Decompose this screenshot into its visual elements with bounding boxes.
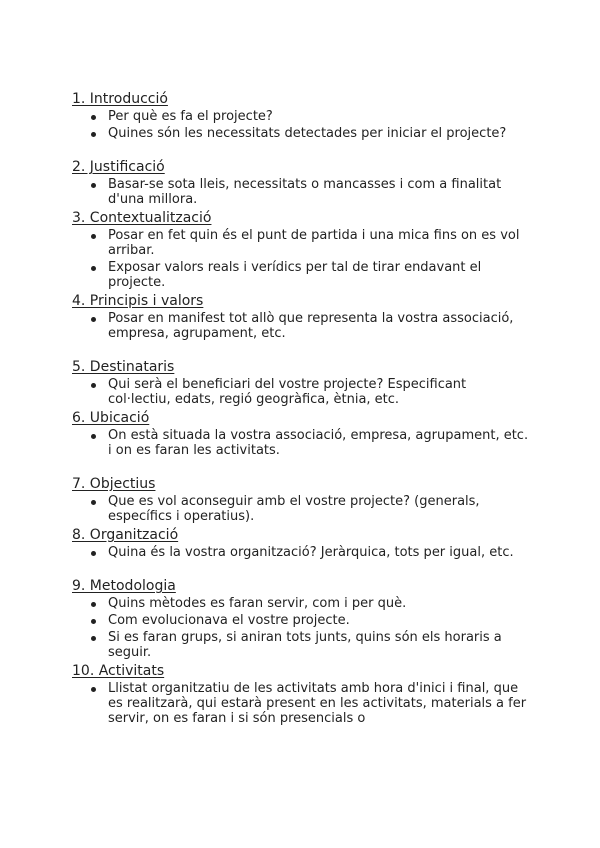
list-item-text: Per què es fa el projecte? [108,109,273,124]
list-item [108,311,532,341]
bullet-list [72,545,532,560]
list-item [108,109,532,124]
section-ubicacio [72,409,532,458]
bullet-icon [91,551,96,556]
list-item [108,613,532,628]
bullet-list [72,494,532,524]
bullet-icon [91,434,96,439]
bullet-list [72,109,532,141]
list-item-text: Llistat organitzatiu de les activitats amb hora d'inici i final, que es realitzarà, qui estarà present en les activitats, materials a fer servir, on es faran i si són presencials o [108,681,527,726]
section-heading: 1. Introducció [72,91,168,107]
section-metodologia [72,577,532,660]
section-heading: 7. Objectius [72,476,156,492]
bullet-list [72,177,532,207]
list-item [108,494,532,524]
section-heading: 4. Principis i valors [72,293,204,309]
list-item [108,596,532,611]
section-contextualitzacio [72,209,532,290]
list-item [108,630,532,660]
list-item [108,545,532,560]
bullet-list [72,681,532,726]
bullet-icon [91,234,96,239]
list-item [108,177,532,207]
document-page [72,90,532,728]
list-item-text: On està situada la vostra associació, empresa, agrupament, etc. i on es faran les activitats. [108,428,529,458]
list-item [108,681,532,726]
bullet-list [72,228,532,290]
list-item-text: Quines són les necessitats detectades per iniciar el projecte? [108,126,507,141]
bullet-icon [91,602,96,607]
section-heading: 8. Organització [72,527,179,543]
bullet-icon [91,132,96,137]
bullet-icon [91,266,96,271]
section-introduccio [72,90,532,141]
bullet-icon [91,636,96,641]
section-activitats [72,662,532,726]
section-organitzacio [72,526,532,560]
section-destinataris [72,358,532,407]
list-item-text: Qui serà el beneficiari del vostre projecte? Especificant col·lectiu, edats, regió geogràfica, ètnia, etc. [108,377,467,407]
bullet-icon [91,619,96,624]
section-justificacio [72,158,532,207]
list-item-text: Quina és la vostra organització? Jeràrquica, tots per igual, etc. [108,545,514,560]
list-item [108,377,532,407]
bullet-list [72,596,532,660]
bullet-icon [91,687,96,692]
list-item-text: Posar en fet quin és el punt de partida i una mica fins on es vol arribar. [108,228,520,258]
list-item-text: Basar-se sota lleis, necessitats o mancasses i com a finalitat d'una millora. [108,177,502,207]
list-item-text: Que es vol aconseguir amb el vostre projecte? (generals, específics i operatius). [108,494,480,524]
list-item [108,126,532,141]
section-heading: 3. Contextualització [72,210,212,226]
section-heading: 5. Destinataris [72,359,175,375]
section-heading: 2. Justificació [72,159,165,175]
bullet-icon [91,317,96,322]
list-item [108,428,532,458]
bullet-icon [91,183,96,188]
section-heading: 9. Metodologia [72,578,176,594]
bullet-list [72,377,532,407]
list-item-text: Com evolucionava el vostre projecte. [108,613,350,628]
list-item-text: Posar en manifest tot allò que representa la vostra associació, empresa, agrupament, etc. [108,311,514,341]
bullet-icon [91,383,96,388]
bullet-list [72,428,532,458]
list-item [108,260,532,290]
section-heading: 6. Ubicació [72,410,150,426]
section-objectius [72,475,532,524]
bullet-icon [91,500,96,505]
bullet-list [72,311,532,341]
list-item [108,228,532,258]
list-item-text: Exposar valors reals i verídics per tal de tirar endavant el projecte. [108,260,482,290]
bullet-icon [91,115,96,120]
list-item-text: Quins mètodes es faran servir, com i per què. [108,596,407,611]
section-principis-i-valors [72,292,532,341]
section-heading: 10. Activitats [72,663,165,679]
list-item-text: Si es faran grups, si aniran tots junts, quins són els horaris a seguir. [108,630,502,660]
